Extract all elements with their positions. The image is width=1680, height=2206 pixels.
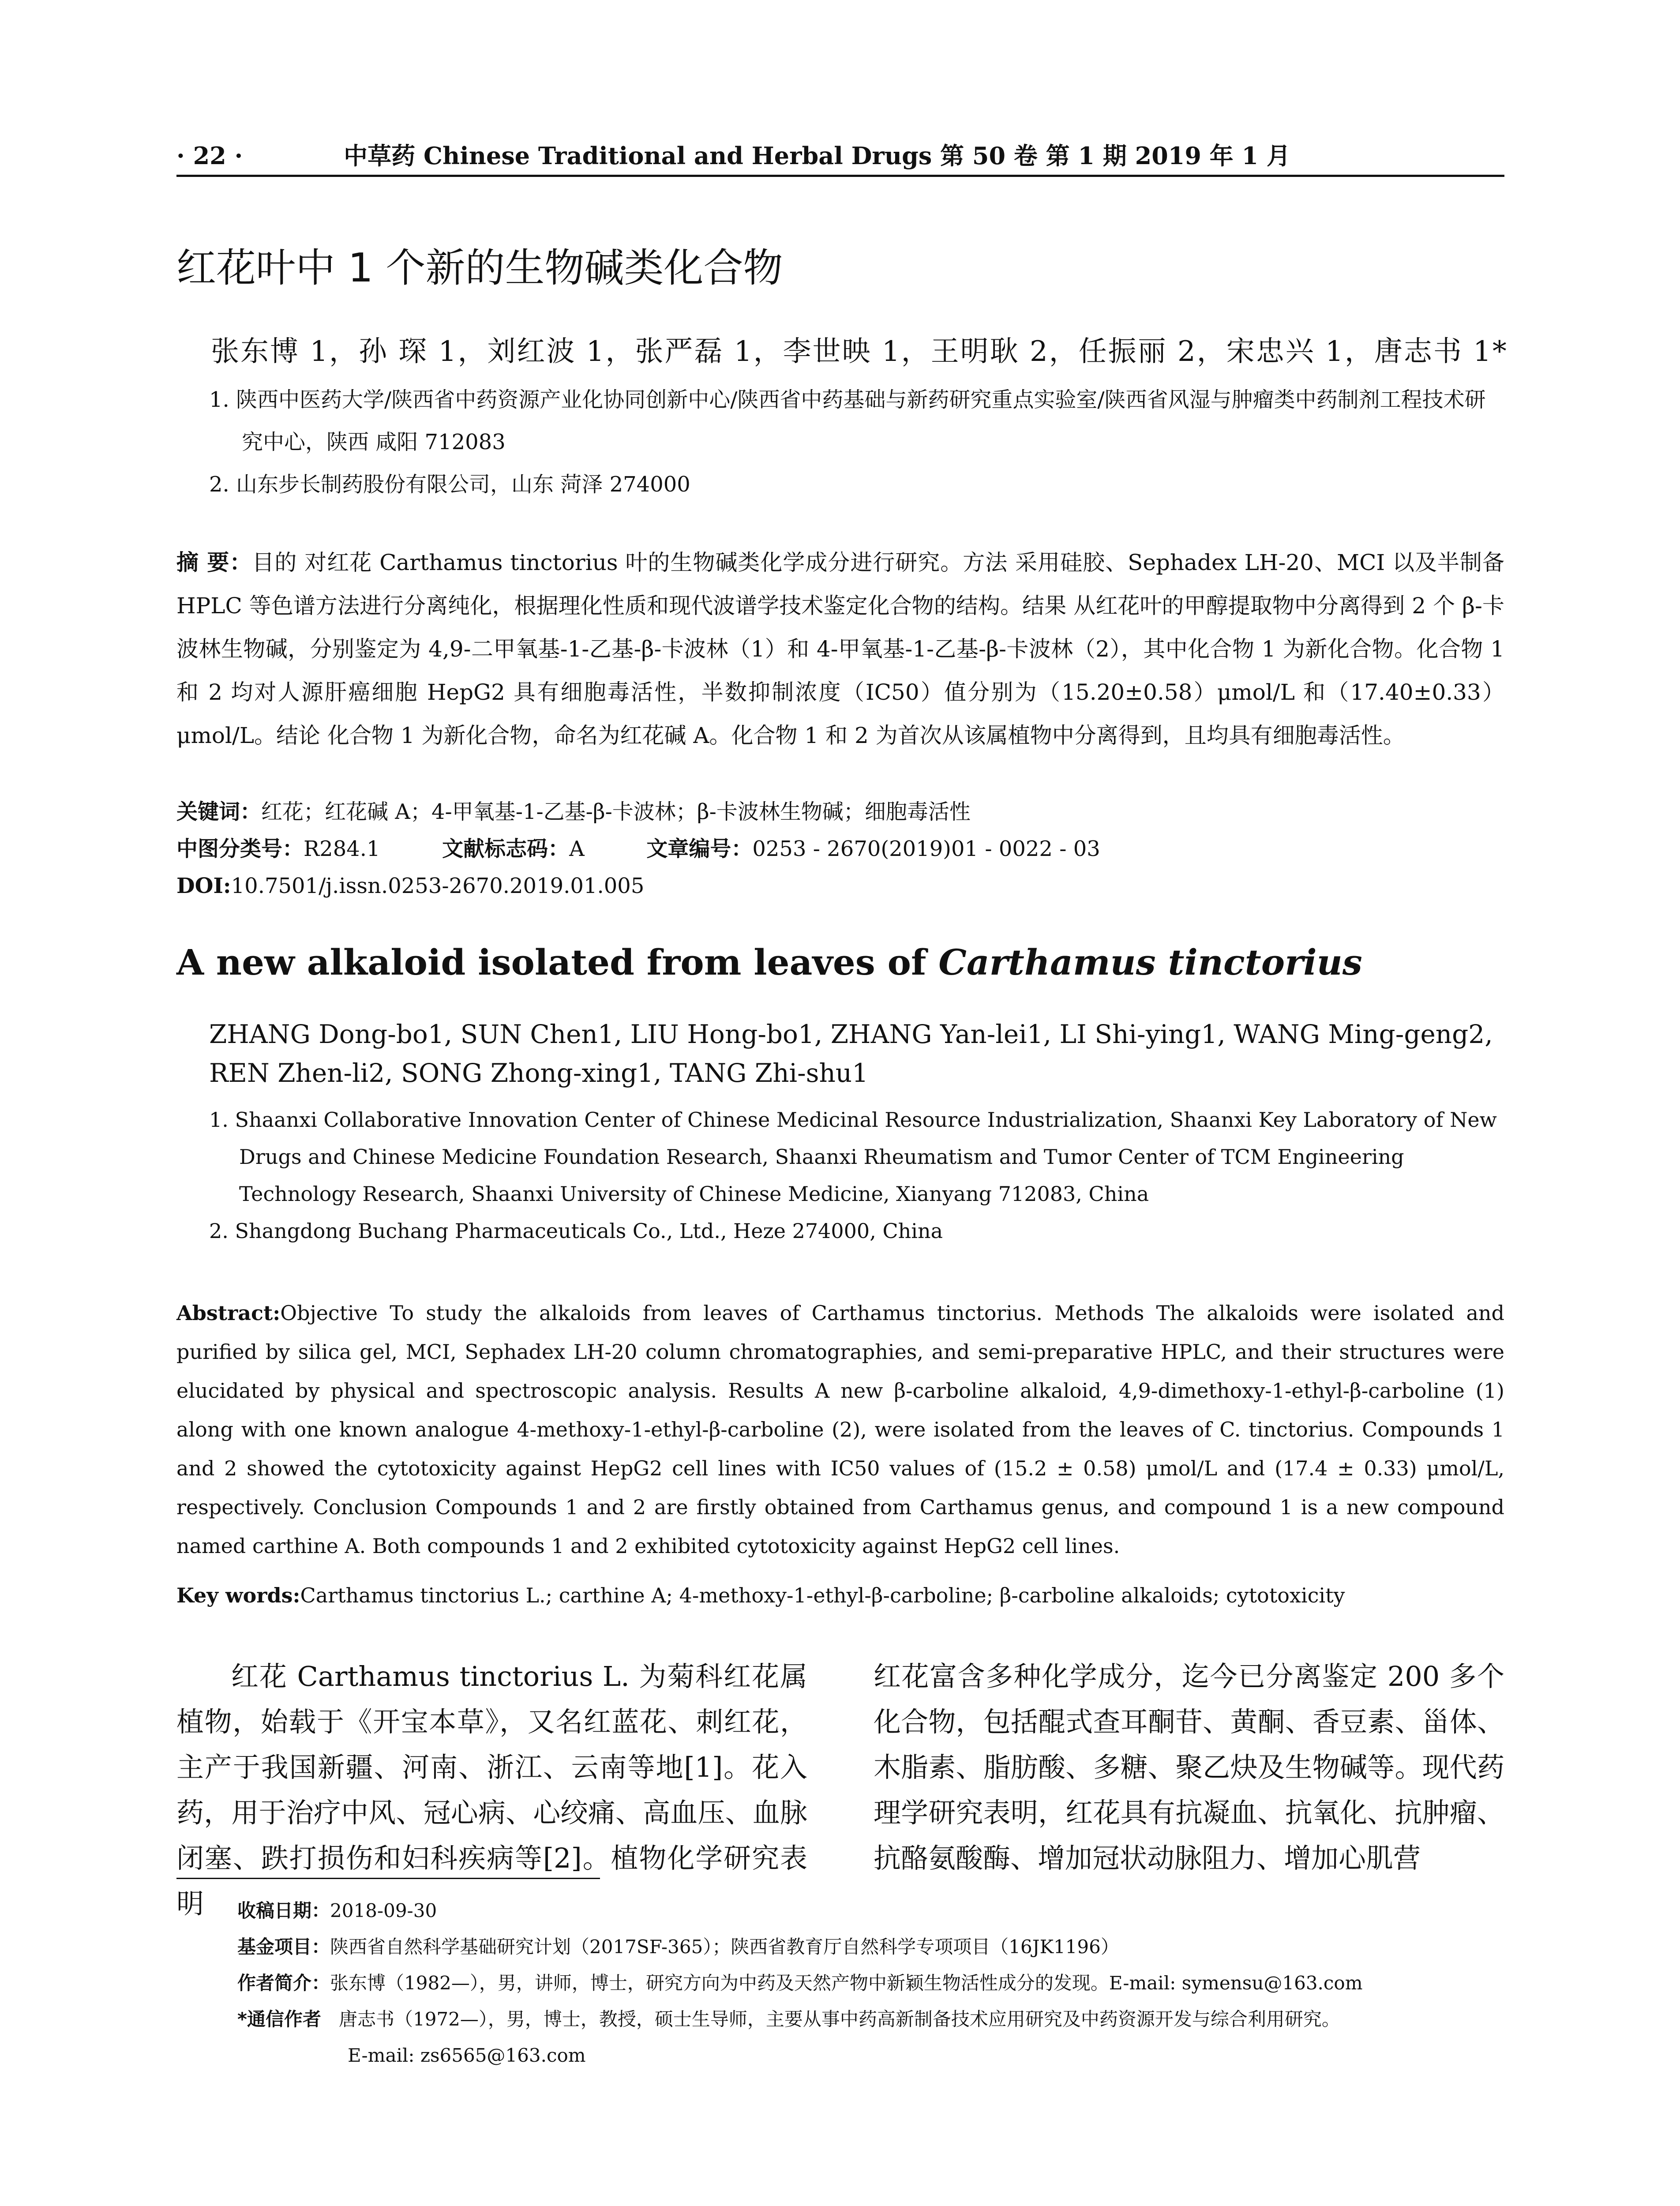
bio-value: 张东博（1982—），男，讲师，博士，研究方向为中药及天然产物中新颖生物活性成分的发现。E-mail: symensu@163.com <box>330 1972 1363 1994</box>
fund-info <box>237 1929 1504 1965</box>
classification-line <box>176 831 1504 867</box>
chinese-keywords <box>176 794 1504 829</box>
affiliation-2: 2. 山东步长制药股份有限公司，山东 菏泽 274000 <box>209 472 690 497</box>
header-rule <box>176 175 1504 177</box>
corr-value: 唐志书（1972—），男，博士，教授，硕士生导师，主要从事中药高新制备技术应用研究及中药资源开发与综合利用研究。 <box>338 2008 1340 2030</box>
doi-label: DOI: <box>176 874 231 898</box>
article-no-value: 0253 - 2670(2019)01 - 0022 - 03 <box>752 837 1100 861</box>
english-keywords <box>176 1578 1504 1613</box>
fund-value: 陕西省自然科学基础研究计划（2017SF-365）；陕西省教育厅自然科学专项项目（16JK1196） <box>330 1936 1119 1958</box>
corresponding-author <box>237 2001 1504 2037</box>
body-paragraph-1: 红花 Carthamus tinctorius L. 为菊科红花属植物，始载于《开宝本草》，又名红蓝花、刺红花，主产于我国新疆、河南、浙江、云南等地[1]。花入药，用于治疗中风、冠心病、心绞痛、高血压、血脉闭塞、跌打损伤和妇科疾病等[2]。植物化学研究表明 <box>176 1660 807 1920</box>
chinese-authors: 张东博 1，孙 琛 1，刘红波 1，张严磊 1，李世映 1，王明耿 2，任振丽 2，宋忠兴 1，唐志书 1* <box>211 335 1508 368</box>
body-column-right <box>874 1654 1504 1926</box>
received-value: 2018-09-30 <box>330 1900 437 1921</box>
en-affiliation-1: 1. Shaanxi Collaborative Innovation Center of Chinese Medicinal Resource Industrialization, Shaanxi Key Laboratory of New Drugs and Chinese Medicine Foundation Research, Shaanxi Rheumatism and Tumor Center of TCM Engineering Technology Research, Shaanxi University of Chinese Medicine, Xianyang 712083, China <box>209 1108 1497 1206</box>
body-text <box>176 1654 1504 1926</box>
en-abstract-label: Abstract: <box>176 1301 281 1325</box>
english-abstract <box>176 1294 1504 1565</box>
clc-label: 中图分类号： <box>176 837 304 861</box>
affiliation-1: 1. 陕西中医药大学/陕西省中药资源产业化协同创新中心/陕西省中药基础与新药研究重点实验室/陕西省风湿与肿瘤类中药制剂工程技术研究中心，陕西 咸阳 712083 <box>209 387 1486 454</box>
doi-value: 10.7501/j.issn.0253-2670.2019.01.005 <box>231 874 645 898</box>
keywords-label: 关键词： <box>176 799 262 824</box>
author-bio <box>237 1965 1504 2001</box>
doc-code-label: 文献标志码： <box>442 837 570 861</box>
footnote-rule <box>176 1878 600 1879</box>
chinese-title: 红花叶中 1 个新的生物碱类化合物 <box>176 245 783 291</box>
en-abstract-text: Objective To study the alkaloids from leaves of Carthamus tinctorius. Methods The alkaloids were isolated and purified by silica gel, MCI, Sephadex LH-20 column chromatographies, and semi-preparative HPLC, and their structures were elucidated by physical and spectroscopic analysis. Results A new β-carboline alkaloid, 4,9-dimethoxy-1-ethyl-β-carboline (1) along with one known analogue 4-methoxy-1-ethyl-β-carboline (2), were isolated from the leaves of C. tinctorius. Compounds 1 and 2 showed the cytotoxicity against HepG2 cell lines with IC50 values of (15.2 ± 0.58) μmol/L and (17.4 ± 0.33) μmol/L, respectively. Conclusion Compounds 1 and 2 are firstly obtained from Carthamus genus, and compound 1 is a new compound named carthine A. Both compounds 1 and 2 exhibited cytotoxicity against HepG2 cell lines. <box>176 1301 1504 1558</box>
en-keywords-label: Key words: <box>176 1583 300 1607</box>
english-affiliations <box>209 1101 1511 1249</box>
keywords-text: 红花；红花碱 A；4-甲氧基-1-乙基-β-卡波林；β-卡波林生物碱；细胞毒活性 <box>261 799 971 824</box>
en-keywords-text: Carthamus tinctorius L.; carthine A; 4-methoxy-1-ethyl-β-carboline; β-carboline alkaloids; cytotoxicity <box>300 1583 1345 1607</box>
english-title <box>176 938 1362 987</box>
corresponding-email: E-mail: zs6565@163.com <box>348 2045 586 2066</box>
clc-value: R284.1 <box>304 837 380 861</box>
chinese-affiliations <box>209 379 1506 506</box>
received-label: 收稿日期： <box>237 1900 330 1921</box>
body-column-left <box>176 1654 807 1926</box>
bio-label: 作者简介： <box>237 1972 330 1994</box>
body-paragraph-2: 红花富含多种化学成分，迄今已分离鉴定 200 多个化合物，包括醌式查耳酮苷、黄酮、香豆素、甾体、木脂素、脂肪酸、多糖、聚乙炔及生物碱等。现代药理学研究表明，红花具有抗凝血、抗氧化、抗肿瘤、抗酪氨酸酶、增加冠状动脉阻力、增加心肌营 <box>874 1660 1504 1874</box>
running-header <box>176 140 1504 171</box>
abstract-text: 目的 对红花 Carthamus tinctorius 叶的生物碱类化学成分进行研究。方法 采用硅胶、Sephadex LH-20、MCI 以及半制备 HPLC 等色谱方法进行分离纯化，根据理化性质和现代波谱学技术鉴定化合物的结构。结果 从红花叶的甲醇提取物中分离得到 2 个 β-卡波林生物碱，分别鉴定为 4,9-二甲氧基-1-乙基-β-卡波林（1）和 4-甲氧基-1-乙基-β-卡波林（2），其中化合物 1 为新化合物。化合物 1 和 2 均对人源肝癌细胞 HepG2 具有细胞毒活性，半数抑制浓度（IC50）值分别为（15.20±0.58）μmol/L 和（17.40±0.33）μmol/L。结论 化合物 1 为新化合物，命名为红花碱 A。化合物 1 和 2 为首次从该属植物中分离得到，且均具有细胞毒活性。 <box>176 550 1504 748</box>
english-authors: ZHANG Dong-bo1, SUN Chen1, LIU Hong-bo1, ZHANG Yan-lei1, LI Shi-ying1, WANG Ming-geng2, REN Zhen-li2, SONG Zhong-xing1, TANG Zhi-shu1 <box>209 1019 1493 1088</box>
footnotes <box>237 1893 1504 2074</box>
journal-name: 中草药 Chinese Traditional and Herbal Drugs 第 50 卷 第 1 期 2019 年 1 月 <box>344 142 1290 170</box>
english-title-species: Carthamus tinctorius <box>938 942 1362 983</box>
article-no-label: 文章编号： <box>646 837 753 861</box>
doi-line <box>176 868 1504 904</box>
fund-label: 基金项目： <box>237 1936 330 1958</box>
doc-code-value: A <box>569 837 585 861</box>
corr-label: *通信作者 <box>237 2008 321 2030</box>
received-date <box>237 1893 1504 1929</box>
chinese-abstract <box>176 541 1504 757</box>
english-title-main: A new alkaloid isolated from leaves of <box>176 942 939 983</box>
en-affiliation-2: 2. Shangdong Buchang Pharmaceuticals Co., Ltd., Heze 274000, China <box>209 1219 943 1243</box>
abstract-label: 摘 要： <box>176 550 252 575</box>
page-number: · 22 · <box>176 142 243 170</box>
